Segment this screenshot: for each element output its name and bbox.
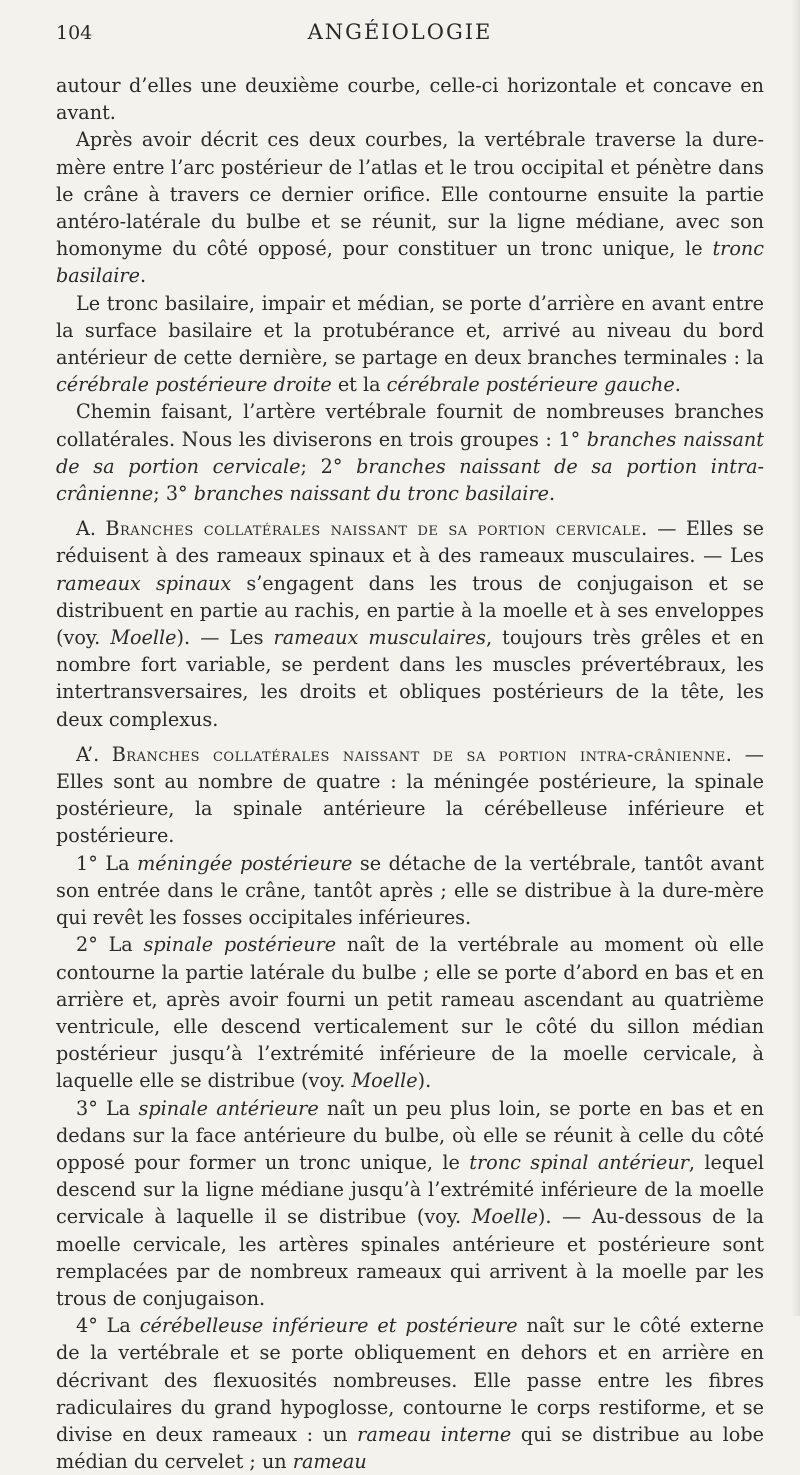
section-heading: Branches collatérales naissant de sa portion intra-crânienne. — [111, 742, 733, 766]
paragraph — [56, 850, 764, 932]
text-run: 3° La — [76, 1096, 139, 1120]
text-run: , lequel descend sur la ligne médiane jusqu’à l’extrémité inférieure de la moelle cervicale à laquelle il se distribue (voy. — [56, 1150, 764, 1229]
italic-term: méningée postérieure — [137, 851, 353, 875]
text-run: . — [674, 373, 681, 397]
italic-term: branches naissant de sa portion cervicale — [56, 427, 764, 478]
text-run: ). — Au-dessous de la moelle cervicale, les artères spinales antérieure et postérieure sont remplacées par de nombreux rameaux qui arrivent à la moelle par les trous de conjugaison. — [56, 1205, 764, 1310]
italic-term: cérébrale postérieure gauche — [386, 373, 675, 397]
text-run: — Elles se réduisent à des rameaux spinaux et à des rameaux musculaires. — Les — [56, 517, 764, 568]
text-run: ). — [417, 1069, 432, 1093]
paragraph — [56, 290, 764, 399]
italic-term: tronc basilaire — [56, 237, 764, 288]
text-run: 4° La — [76, 1314, 140, 1338]
text-run: autour d’elles une deuxième courbe, celle-ci horizontale et concave en avant. — [56, 74, 764, 125]
text-run: A. — [76, 517, 106, 541]
text-run: , toujours très grêles et en nombre fort variable, se perdent dans les muscles prévertébraux, les intertransversaires, les droits et obliques postérieurs de la tête, les deux complexus. — [56, 626, 764, 731]
italic-term: branches naissant de sa portion intra-crânienne — [56, 454, 764, 506]
text-run: naît de la vertébrale au moment où elle contourne la partie latérale du bulbe ; elle se porte d’abord en bas et en arrière et, après avoir fourni un petit rameau ascendant au quatrième ventricule, elle descend verticalement sur le côté du sillon médian postérieur jusqu’à l’extrémité inférieure de la moelle cervicale, à laquelle elle se distribue (voy. — [56, 933, 764, 1093]
text-run: . — [139, 264, 147, 288]
text-run: ; 3° — [153, 482, 194, 506]
running-title: ANGÉIOLOGIE — [307, 20, 493, 44]
italic-term: cérébelleuse inférieure et postérieure — [139, 1314, 518, 1338]
text-run: se détache de la vertébrale, tantôt avant son entrée dans le crâne, tantôt après ; elle se distribue à la dure-mère qui revêt les fosses occipitales inférieures. — [56, 851, 764, 930]
section-paragraph — [56, 741, 764, 850]
italic-term: spinale antérieure — [138, 1096, 319, 1120]
italic-term: rameaux musculaires — [273, 626, 486, 650]
text-run: A’. — [76, 742, 112, 766]
text-run: naît un peu plus loin, se porte en bas et en dedans sur la face antérieure du bulbe, où elle se réunit à celle du côté opposé pour former un tronc unique, le — [56, 1096, 764, 1174]
paragraph — [56, 398, 764, 507]
text-run: naît sur le côté externe de la vertébrale et se porte obliquement en dehors et en arrière en décrivant des flexuosités nombreuses. Elle passe entre les fibres radiculaires du grand hypoglosse, contourne le corps restiforme, et se divise en deux rameaux : un — [56, 1314, 764, 1446]
italic-term: branches naissant du tronc basilaire — [193, 482, 549, 506]
italic-term: spinale postérieure — [143, 933, 337, 957]
paragraph — [56, 1095, 764, 1313]
italic-term: Moelle — [351, 1069, 418, 1093]
paragraph — [56, 1312, 764, 1475]
text-run: . — [548, 482, 556, 506]
text-run: qui se distribue au lobe médian du cervelet ; un — [56, 1422, 764, 1474]
text-run: ). — Les — [176, 626, 274, 650]
page-number: 104 — [56, 22, 93, 44]
text-run: Après avoir décrit ces deux courbes, la vertébrale traverse la dure-mère entre l’arc postérieur de l’atlas et le trou occipital et pénètre dans le crâne à travers ce dernier orifice. Elle contourne ensuite la partie antéro-latérale du bulbe et se réunit, sur la ligne médiane, avec son homonyme du côté opposé, pour constituer un tronc unique, le — [56, 128, 764, 261]
paragraph — [56, 931, 764, 1094]
italic-term: cérébrale postérieure droite — [56, 373, 332, 397]
text-run: — Elles sont au nombre de quatre : la méningée postérieure, la spinale postérieure, la spinale antérieure la cérébelleuse inférieure et postérieure. — [56, 742, 764, 848]
section-heading: Branches collatérales naissant de sa portion cervicale. — [105, 517, 648, 541]
italic-term: Moelle — [110, 626, 177, 650]
section-paragraph — [56, 515, 764, 733]
text-run: s’engagent dans les trous de conjugaison et se distribuent en partie au rachis, en partie à la moelle et à ses enveloppes (voy. — [56, 571, 764, 650]
italic-term: Moelle — [471, 1205, 538, 1229]
italic-term: rameau interne — [357, 1422, 512, 1446]
italic-term: rameau — [292, 1450, 367, 1474]
page-edge-shadow — [792, 0, 800, 1316]
paragraph — [56, 72, 764, 126]
text-run: ; 2° — [300, 454, 357, 478]
text-run: 1° La — [76, 851, 138, 875]
text-run: Chemin faisant, l’artère vertébrale fournit de nombreuses branches collatérales. Nous les diviserons en trois groupes : 1° — [56, 400, 764, 451]
text-run: Le tronc basilaire, impair et médian, se porte d’arrière en avant entre la surface basilaire et la protubérance et, arrivé au niveau du bord antérieur de cette dernière, se partage en deux branches terminales : la — [56, 291, 764, 370]
text-run: et la — [331, 373, 387, 397]
italic-term: rameaux spinaux — [56, 571, 232, 595]
paragraph — [56, 126, 764, 289]
page-header — [0, 12, 800, 52]
italic-term: tronc spinal antérieur — [469, 1150, 689, 1174]
body-text — [56, 72, 764, 1475]
text-run: 2° La — [76, 933, 144, 957]
